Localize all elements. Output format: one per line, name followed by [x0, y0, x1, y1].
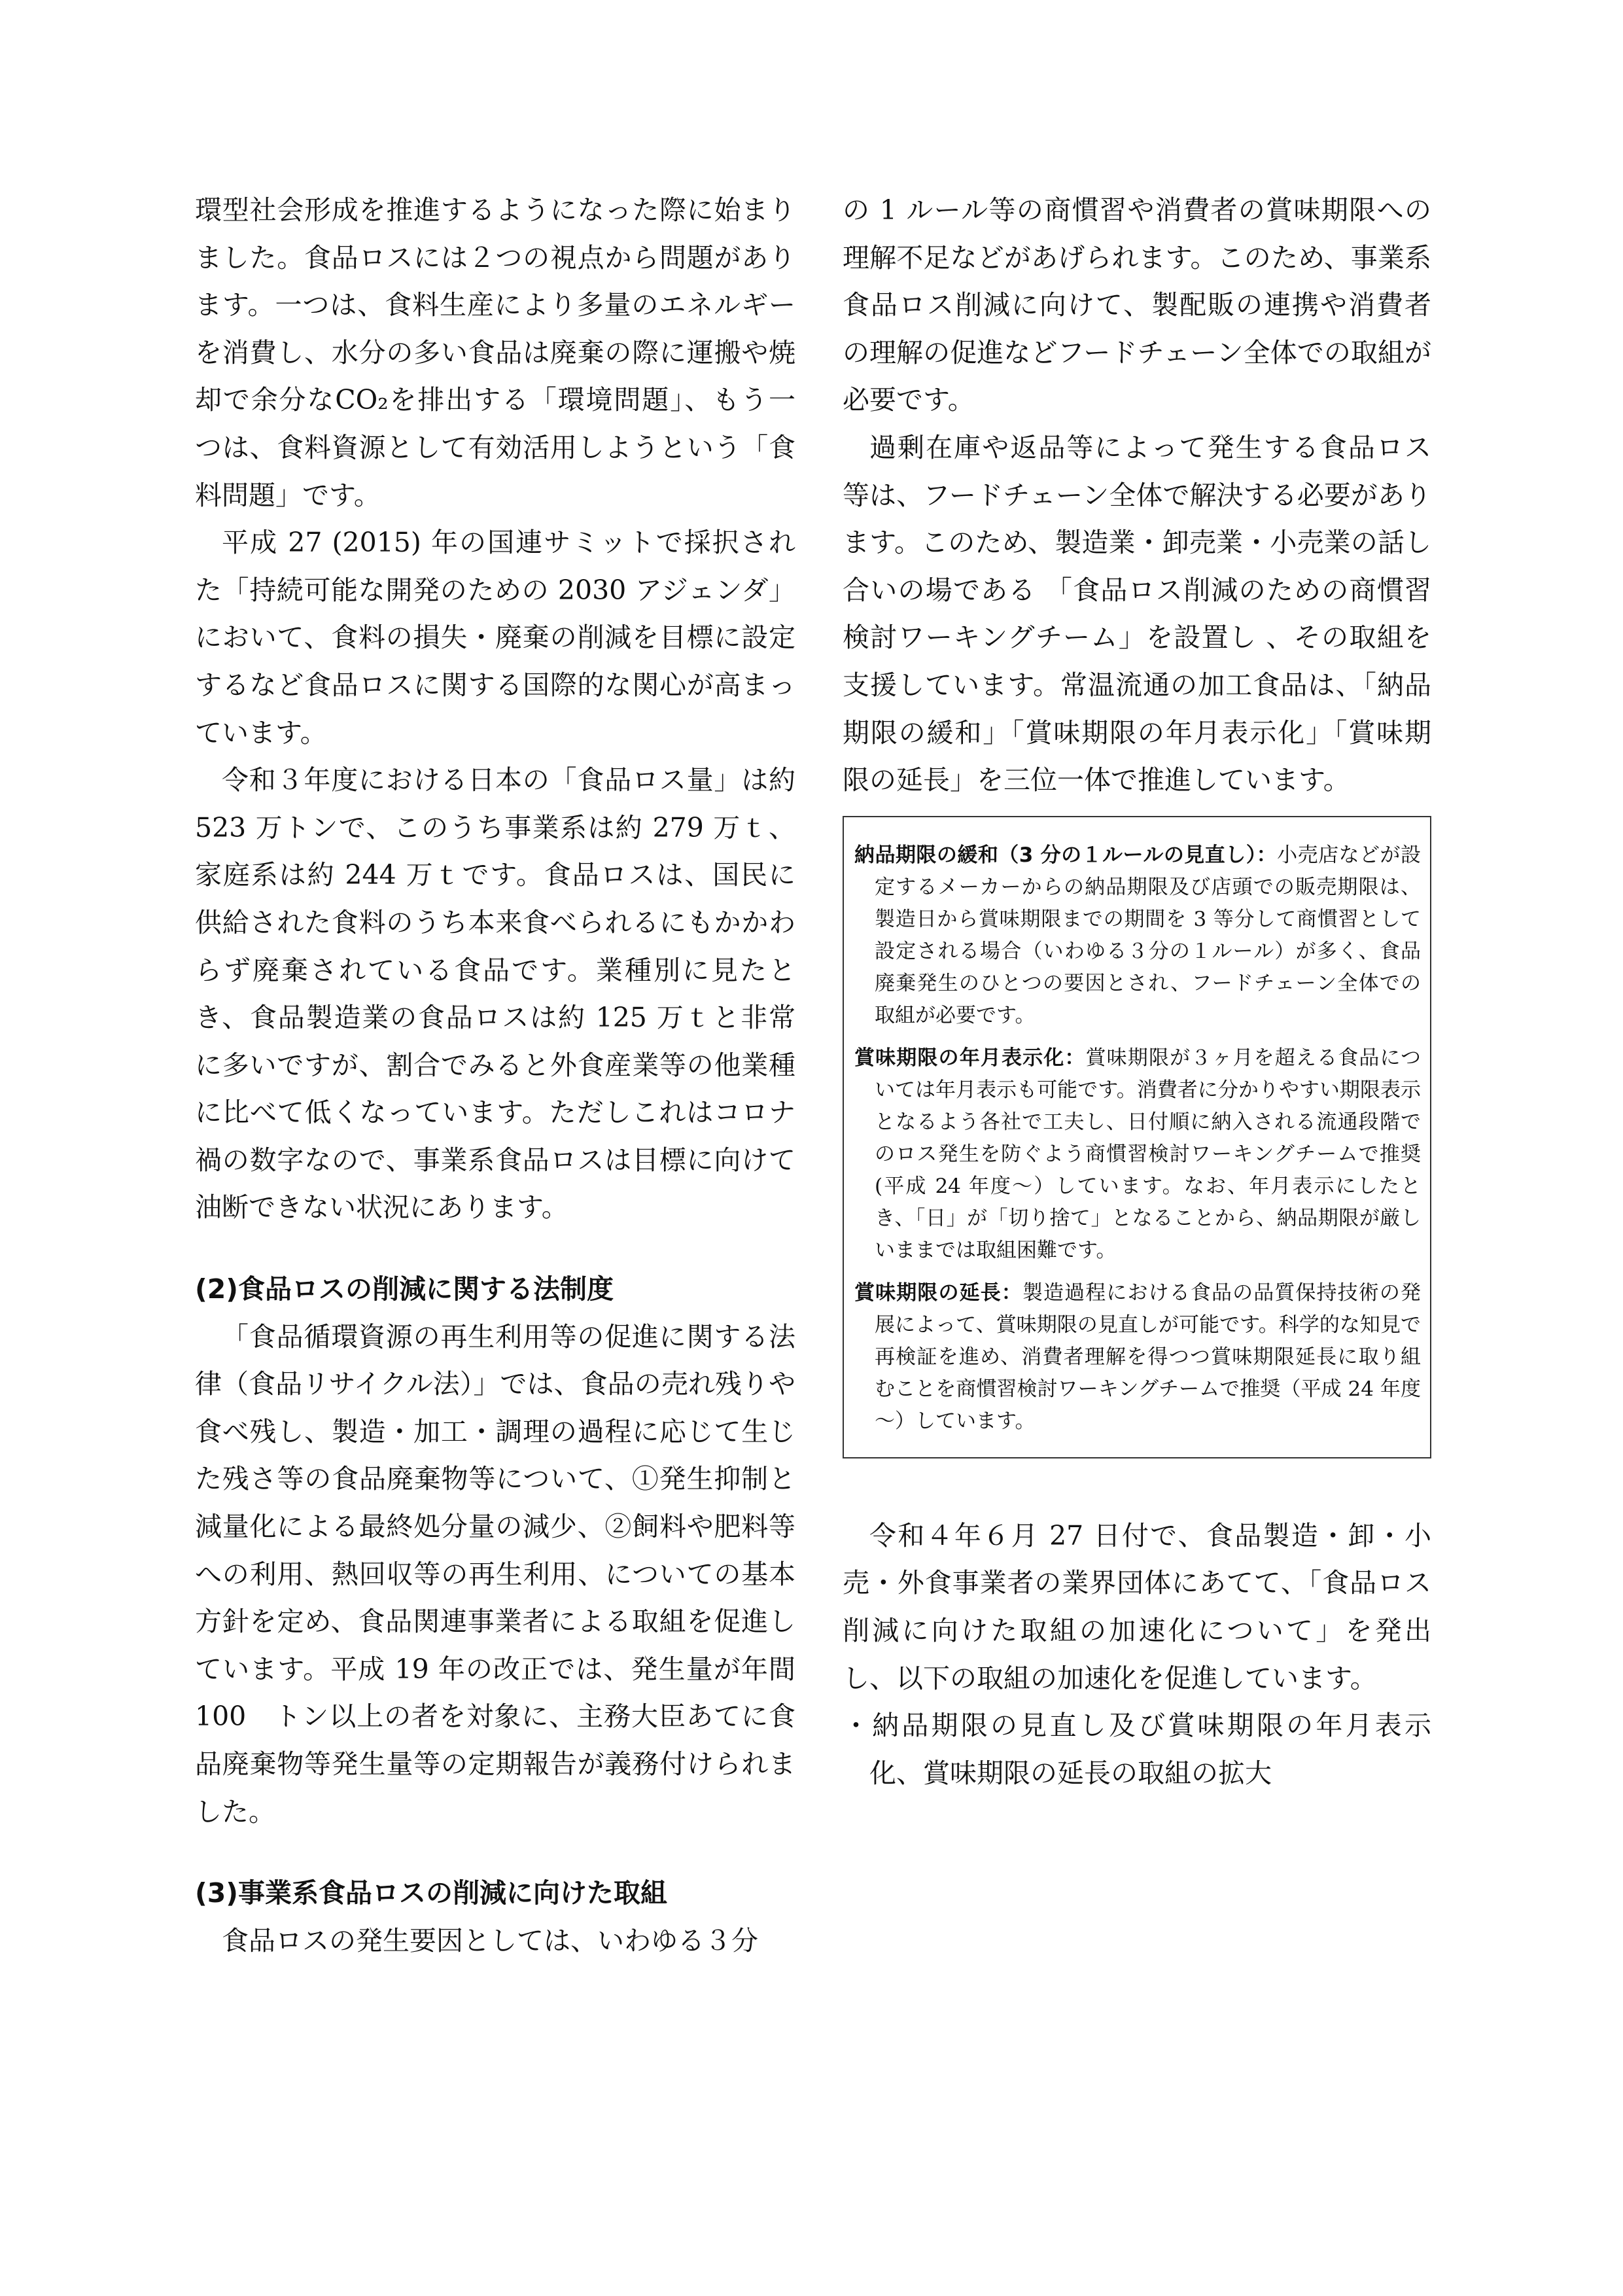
definition-text: 小売店などが設定するメーカーからの納品期限及び店頭での販売期限は、製造日から賞味期限までの期間を 3 等分して商慣習として設定される場合（いわゆる３分の１ルール）が多く、食品廃棄発生のひとつの要因とされ、フードチェーン全体での取組が必要です。 [875, 843, 1422, 1027]
continuation-paragraph: の 1 ルール等の商慣習や消費者の賞味期限への理解不足などがあげられます。このため、事業系食品ロス削減に向けて、製配販の連携や消費者の理解の促進などフードチェーン全体での取組が必要です。 [843, 194, 1431, 416]
definition-term: 賞味期限の延長： [854, 1280, 1022, 1305]
recycling-law-paragraph: 「食品循環資源の再生利用等の促進に関する法律（食品リサイクル法）」では、食品の売れ残りや食べ残し、製造・加工・調理の過程に応じて生じた残さ等の食品廃棄物等について、①発生抑制と減量化による最終処分量の減少、②飼料や肥料等への利用、熱回収等の再生利用、についての基本方針を定め、食品関連事業者による取組を促進しています。平成 19 年の改正では、発生量が年間 100 トン以上の者を対象に、主務大臣あてに食品廃棄物等発生量等の定期報告が義務付けられました。 [195, 1320, 795, 1828]
causes-paragraph: 食品ロスの発生要因としては、いわゆる３分 [222, 1924, 758, 1956]
notice-paragraph: 令和４年６月 27 日付で、食品製造・卸・小売・外食事業者の業界団体にあてて、「食品ロス削減に向けた取組の加速化について」を発出し、以下の取組の加速化を促進しています。 [843, 1519, 1431, 1694]
definition-text: 賞味期限が３ヶ月を超える食品については年月表示も可能です。消費者に分かりやすい期限表示となるよう各社で工夫し、日付順に納入される流通段階でのロス発生を防ぐよう商慣習検討ワーキングチームで推奨(平成 24 年度～）しています。なお、年月表示にしたとき、「日」が「切り捨て」となることから、納品期限が厳しいままでは取組困難です。 [875, 1046, 1421, 1262]
definition-item [854, 1042, 1421, 1267]
definitions-box [843, 816, 1431, 1458]
section-2-heading: (2)食品ロスの削減に関する法制度 [195, 1273, 614, 1305]
definition-text: 製造過程における食品の品質保持技術の発展によって、賞味期限の見直しが可能です。科学的な知見で再検証を進め、消費者理解を得つつ賞味期限延長に取り組むことを商慣習検討ワーキングチームで推奨（平成 24 年度～）しています。 [875, 1280, 1422, 1433]
food-loss-stats-paragraph: 令和３年度における日本の「食品ロス量」は約 523 万トンで、このうち事業系は約 279 万ｔ、家庭系は約 244 万ｔです。食品ロスは、国民に供給された食料のうち本来食べられるにもかかわらず廃棄されている食品です。業種別に見たとき、食品製造業の食品ロスは約 125 万ｔと非常に多いですが、割合でみると外食産業等の他業種に比べて低くなっています。ただしこれはコロナ禍の数字なので、事業系食品ロスは目標に向けて油断できない状況にあります。 [195, 764, 795, 1224]
intro-paragraph: 環型社会形成を推進するようになった際に始まりました。食品ロスには２つの視点から問題があります。一つは、食料生産により多量のエネルギーを消費し、水分の多い食品は廃棄の際に運搬や焼却で余分なCO₂を排出する「環境問題」、もう一つは、食料資源として有効活用しようという「食料問題」です。 [195, 194, 795, 511]
definition-item [854, 1277, 1421, 1438]
definition-term: 納品期限の緩和（3 分の１ルールの見直し）： [854, 843, 1278, 867]
sdg-paragraph: 平成 27 (2015) 年の国連サミットで採択された「持続可能な開発のための 2030 アジェンダ」において、食料の損失・廃棄の削減を目標に設定するなど食品ロスに関する国際的な関心が高まっています。 [195, 527, 795, 749]
working-team-paragraph: 過剰在庫や返品等によって発生する食品ロス等は、フードチェーン全体で解決する必要があります。このため、製造業・卸売業・小売業の話し合いの場である 「食品ロス削減のための商慣習検討ワーキングチーム」を設置し 、その取組を支援しています。常温流通の加工食品は、「納品期限の緩和」「賞味期限の年月表示化」「賞味期限の延長」を三位一体で推進しています。 [843, 431, 1431, 796]
bullet-item: ・納品期限の見直し及び賞味期限の年月表示化、賞味期限の延長の取組の拡大 [843, 1710, 1431, 1789]
right-column [843, 186, 1431, 1797]
left-column [195, 186, 795, 1964]
section-3-heading: (3)事業系食品ロスの削減に向けた取組 [195, 1877, 668, 1909]
definition-item [854, 839, 1421, 1032]
definition-term: 賞味期限の年月表示化： [854, 1046, 1086, 1070]
